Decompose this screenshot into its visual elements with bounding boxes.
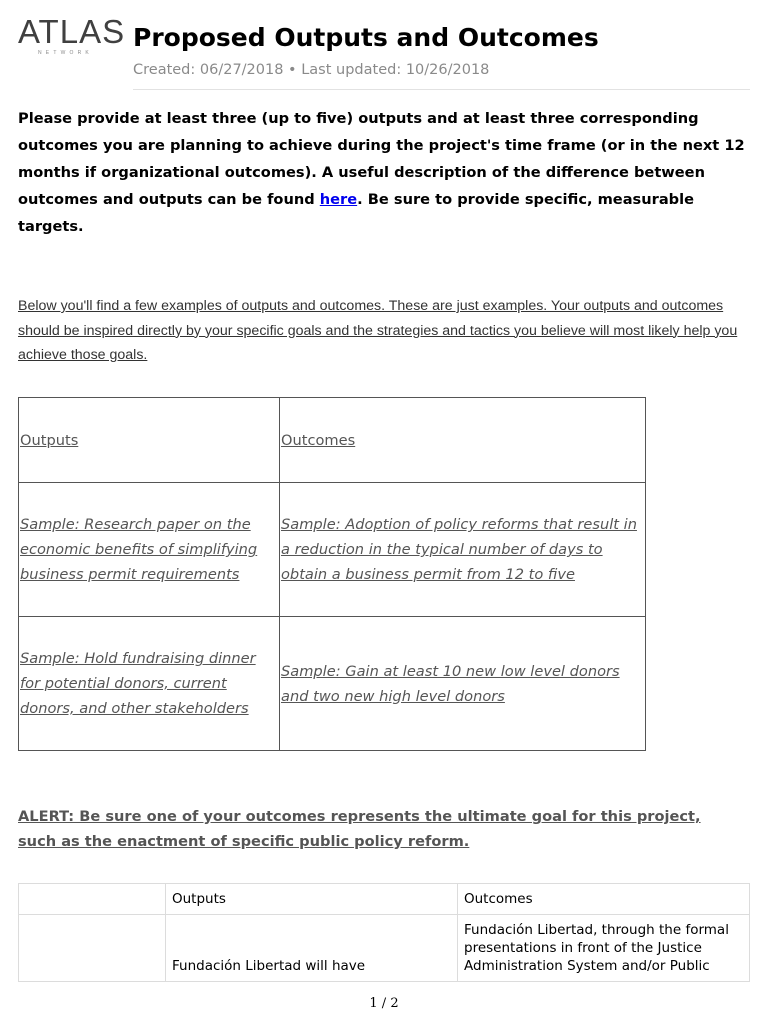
page-title: Proposed Outputs and Outcomes (133, 23, 599, 52)
table-row (19, 915, 750, 982)
outcome-cell: Fundación Libertad, through the formal presentations in front of the Justice Administration System and/or Public (458, 915, 750, 982)
instructions-paragraph (18, 105, 748, 240)
sample-outcome-cell: Sample: Adoption of policy reforms that result in a reduction in the typical number of days to obtain a business permit from 12 to five (280, 483, 646, 617)
instructions-text-start: Please provide at least three (up to five) outputs and at least three corresponding outcomes you are planning to achieve during the project's time frame (or in the next 12 months if organizational outcomes). A useful description of the difference between outcomes and outputs can be found (18, 110, 745, 208)
atlas-network-logo (18, 13, 126, 56)
header-divider (133, 89, 750, 90)
outcomes-header: Outcomes (280, 398, 646, 483)
sample-output-cell: Sample: Hold fundraising dinner for potential donors, current donors, and other stakeholders (19, 617, 280, 751)
table-row (19, 483, 646, 617)
outputs-header: Outputs (166, 884, 458, 915)
sample-output-cell: Sample: Research paper on the economic benefits of simplifying business permit requirements (19, 483, 280, 617)
outputs-outcomes-response-table (18, 883, 750, 982)
logo-wordmark: ATLAS (18, 13, 126, 50)
table-header-row (19, 884, 750, 915)
sample-outcome-cell: Sample: Gain at least 10 new low level donors and two new high level donors (280, 617, 646, 751)
output-cell: Fundación Libertad will have (166, 915, 458, 982)
outcomes-header: Outcomes (458, 884, 750, 915)
examples-note: Below you'll find a few examples of outputs and outcomes. These are just examples. Your outputs and outcomes should be inspired directly by your specific goals and the strategies and tactics you believe will most likely help you achieve those goals. (18, 298, 738, 363)
row-label-cell (19, 915, 166, 982)
instructions-text-end: . Be sure to provide specific, measurable targets. (18, 191, 695, 235)
page-number: 1 / 2 (369, 996, 399, 1011)
outputs-header: Outputs (19, 398, 280, 483)
created-updated-dates: Created: 06/27/2018 • Last updated: 10/26/2018 (133, 62, 490, 78)
here-link[interactable]: here (319, 191, 358, 208)
row-label-header (19, 884, 166, 915)
table-row (19, 617, 646, 751)
table-header-row (19, 398, 646, 483)
logo-subtitle: NETWORK (38, 50, 93, 56)
alert-note: ALERT: Be sure one of your outcomes represents the ultimate goal for this project, such as the enactment of specific public policy reform. (18, 808, 701, 850)
sample-outputs-outcomes-table (18, 397, 646, 751)
